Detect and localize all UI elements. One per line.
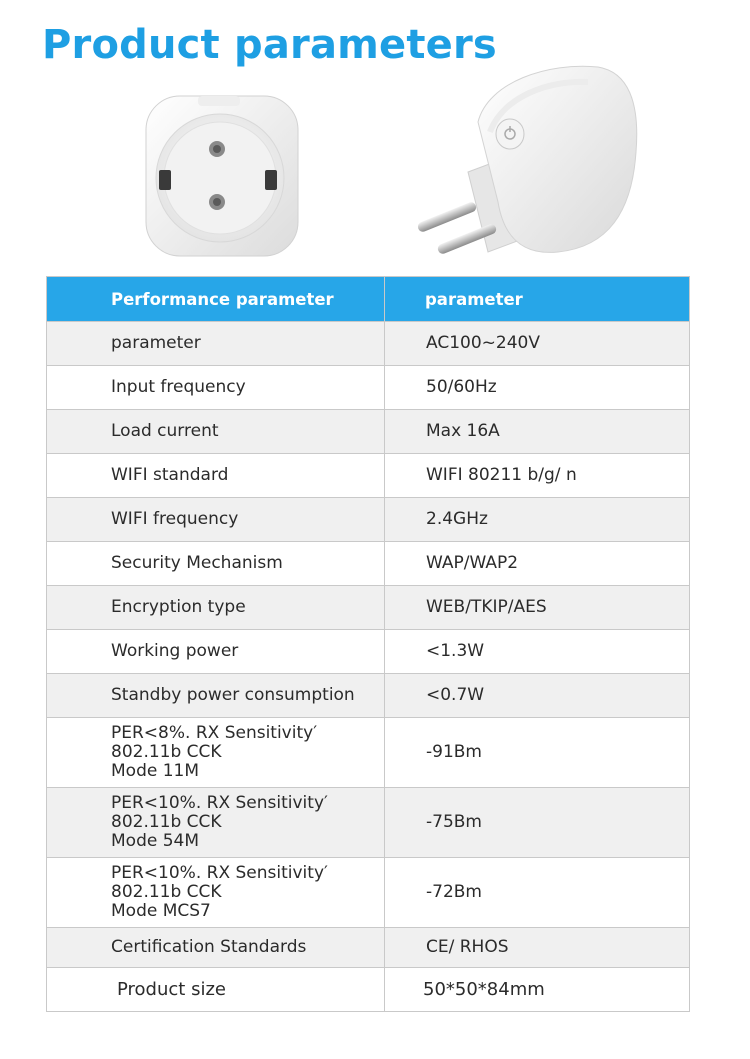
column-header-performance-parameter: Performance parameter (47, 277, 385, 322)
parameter-value: WIFI 80211 b/g/ n (385, 454, 690, 498)
smart-plug-front-image (140, 90, 305, 265)
parameter-value: Max 16A (385, 410, 690, 454)
table-header-row (47, 277, 690, 322)
table-row (47, 454, 690, 498)
parameter-name: Input frequency (47, 366, 385, 410)
smart-plug-side-image (408, 62, 646, 267)
parameter-value: <1.3W (385, 630, 690, 674)
parameter-name: Encryption type (47, 586, 385, 630)
parameter-name: Load current (47, 410, 385, 454)
parameter-value: 50*50*84mm (385, 968, 690, 1012)
parameter-value: 2.4GHz (385, 498, 690, 542)
parameter-value: 50/60Hz (385, 366, 690, 410)
table-row (47, 498, 690, 542)
parameter-value: WEB/TKIP/AES (385, 586, 690, 630)
parameter-value: -91Bm (385, 718, 690, 788)
parameters-table (46, 276, 690, 1012)
parameter-name: PER<8%. RX Sensitivity′ 802.11b CCK Mode 11M (47, 718, 385, 788)
parameter-name: parameter (47, 322, 385, 366)
table-row (47, 542, 690, 586)
table-row (47, 928, 690, 968)
table-row (47, 322, 690, 366)
parameter-value: AC100~240V (385, 322, 690, 366)
table-row (47, 366, 690, 410)
page-title: Product parameters (42, 22, 497, 68)
table-row (47, 630, 690, 674)
parameter-name: PER<10%. RX Sensitivity′ 802.11b CCK Mode 54M (47, 788, 385, 858)
parameter-name: Certification Standards (47, 928, 385, 968)
table-row (47, 858, 690, 928)
table-row (47, 586, 690, 630)
parameter-name: Product size (47, 968, 385, 1012)
parameter-value: CE/ RHOS (385, 928, 690, 968)
column-header-parameter: parameter (385, 277, 690, 322)
table-row (47, 968, 690, 1012)
table-row (47, 718, 690, 788)
parameter-value: <0.7W (385, 674, 690, 718)
parameter-name: PER<10%. RX Sensitivity′ 802.11b CCK Mode MCS7 (47, 858, 385, 928)
parameter-value: -72Bm (385, 858, 690, 928)
table-row (47, 410, 690, 454)
parameter-name: WIFI standard (47, 454, 385, 498)
table-row (47, 674, 690, 718)
parameter-name: Security Mechanism (47, 542, 385, 586)
table-row (47, 788, 690, 858)
parameter-value: WAP/WAP2 (385, 542, 690, 586)
parameter-name: Standby power consumption (47, 674, 385, 718)
parameter-value: -75Bm (385, 788, 690, 858)
parameter-name: Working power (47, 630, 385, 674)
parameter-name: WIFI frequency (47, 498, 385, 542)
